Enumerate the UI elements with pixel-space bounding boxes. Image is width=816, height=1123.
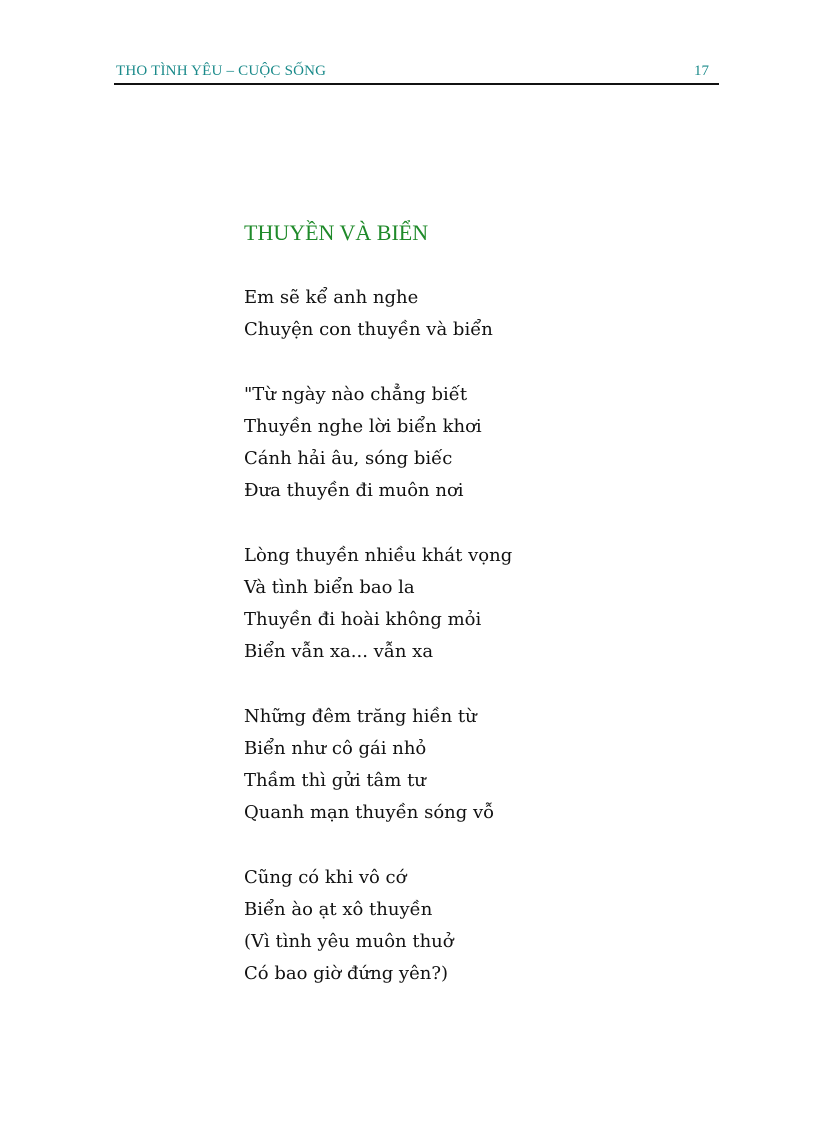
- poem-line: Thuyền nghe lời biển khơi: [244, 416, 482, 437]
- poem-line: Biển vẫn xa... vẫn xa: [244, 641, 434, 662]
- poem-line: Có bao giờ đứng yên?): [244, 963, 449, 984]
- poem-line: Biển ào ạt xô thuyền: [244, 899, 433, 920]
- poem-line: Cũng có khi vô cớ: [244, 867, 407, 888]
- stanza-1: [244, 282, 664, 346]
- poem-line: Em sẽ kể anh nghe: [244, 287, 419, 308]
- page-number: 17: [694, 63, 709, 79]
- poem-line: "Từ ngày nào chẳng biết: [244, 384, 468, 405]
- poem-line: Cánh hải âu, sóng biếc: [244, 448, 453, 469]
- poem-line: Những đêm trăng hiền từ: [244, 706, 477, 727]
- poem-line: Quanh mạn thuyền sóng vỗ: [244, 802, 495, 823]
- stanza-5: [244, 862, 664, 990]
- poem-line: Và tình biển bao la: [244, 577, 415, 598]
- stanza-2: [244, 379, 664, 507]
- poem-line: Thuyền đi hoài không mỏi: [244, 609, 482, 630]
- poem-line: Biển như cô gái nhỏ: [244, 738, 427, 759]
- running-header-title: THO TÌNH YÊU – CUỘC SỐNG: [116, 63, 327, 79]
- poem-line: (Vì tình yêu muôn thuở: [244, 931, 454, 952]
- stanza-4: [244, 701, 664, 829]
- stanza-3: [244, 540, 664, 668]
- poem-line: Lòng thuyền nhiều khát vọng: [244, 545, 513, 566]
- page-header: [114, 60, 719, 85]
- poem: [244, 217, 664, 990]
- poem-line: Thầm thì gửi tâm tư: [244, 770, 426, 791]
- poem-title: THUYỀN VÀ BIỂN: [244, 220, 429, 245]
- poem-line: Chuyện con thuyền và biển: [244, 319, 493, 340]
- poem-line: Đưa thuyền đi muôn nơi: [244, 480, 464, 501]
